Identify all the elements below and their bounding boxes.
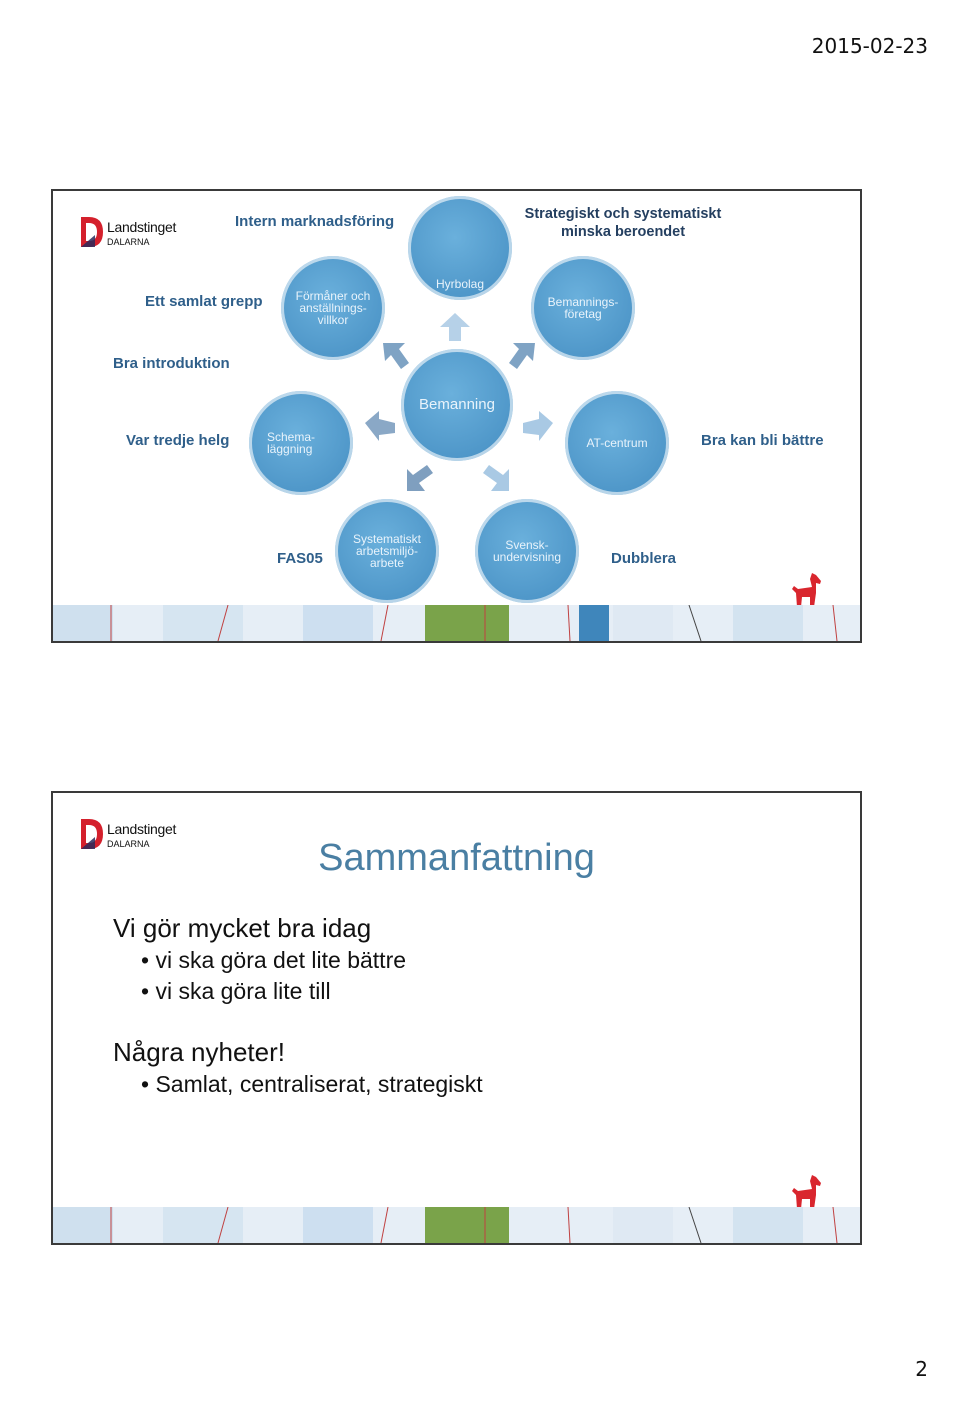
label-intern-marknadsforing: Intern marknadsföring: [235, 213, 395, 230]
arrow-up-right-icon: [507, 339, 539, 373]
circle-hyrbolag: Hyrbolag: [408, 196, 512, 300]
page-number: 2: [915, 1357, 928, 1381]
logo-name: Landstinget: [107, 821, 177, 837]
label-var-tredje-helg: Var tredje helg: [126, 432, 230, 449]
bullet-item: • Samlat, centraliserat, strategiskt: [141, 1071, 483, 1098]
arrow-up-icon: [438, 311, 472, 343]
page-date: 2015-02-23: [811, 34, 928, 58]
circle-systematiskt-arbetsmiljoarbete: Systematiskt arbetsmiljö- arbete: [335, 499, 439, 603]
arrow-down-right-icon: [479, 463, 513, 493]
arrow-left-icon: [363, 409, 397, 443]
label-samlat-grepp: Ett samlat grepp: [145, 293, 263, 310]
circle-svenskundervisning: Svensk- undervisning: [475, 499, 579, 603]
label-strategiskt: Strategiskt och systematiskt minska beroendet: [524, 206, 722, 240]
circle-bemanningsforetag: Bemannings- företag: [531, 256, 635, 360]
arrow-right-icon: [521, 409, 555, 443]
bullet-item: • vi ska göra lite till: [141, 978, 331, 1005]
arrow-down-left-icon: [403, 463, 437, 493]
dala-horse-icon: [790, 571, 824, 609]
circle-bemanning: Bemanning: [401, 349, 513, 461]
slide-title: Sammanfattning: [318, 837, 595, 879]
slide-sammanfattning: [51, 791, 862, 1245]
footer-band: [53, 1207, 860, 1243]
slide-bemanning: [51, 189, 862, 643]
circle-formaner: Förmåner och anställnings- villkor: [281, 256, 385, 360]
logo-subtitle: DALARNA: [107, 237, 150, 247]
logo-mark-icon: [79, 215, 105, 249]
arrow-up-left-icon: [379, 339, 411, 373]
bullet-item: • vi ska göra det lite bättre: [141, 947, 406, 974]
circle-at-centrum: AT-centrum: [565, 391, 669, 495]
footer-band: [53, 605, 860, 641]
label-dubblera: Dubblera: [611, 550, 677, 567]
label-bra-introduktion: Bra introduktion: [113, 355, 230, 372]
logo-name: Landstinget: [107, 219, 177, 235]
label-bra-kan-bli-battre: Bra kan bli bättre: [701, 432, 824, 449]
landstinget-logo: [79, 215, 179, 255]
heading-nagra-nyheter: Några nyheter!: [113, 1037, 285, 1067]
heading-vi-gor-mycket-bra: Vi gör mycket bra idag: [113, 913, 372, 943]
logo-subtitle: DALARNA: [107, 839, 150, 849]
circle-schemalaggning: Schema- läggning: [249, 391, 353, 495]
label-fas05: FAS05: [277, 550, 323, 567]
dala-horse-icon: [790, 1173, 824, 1211]
